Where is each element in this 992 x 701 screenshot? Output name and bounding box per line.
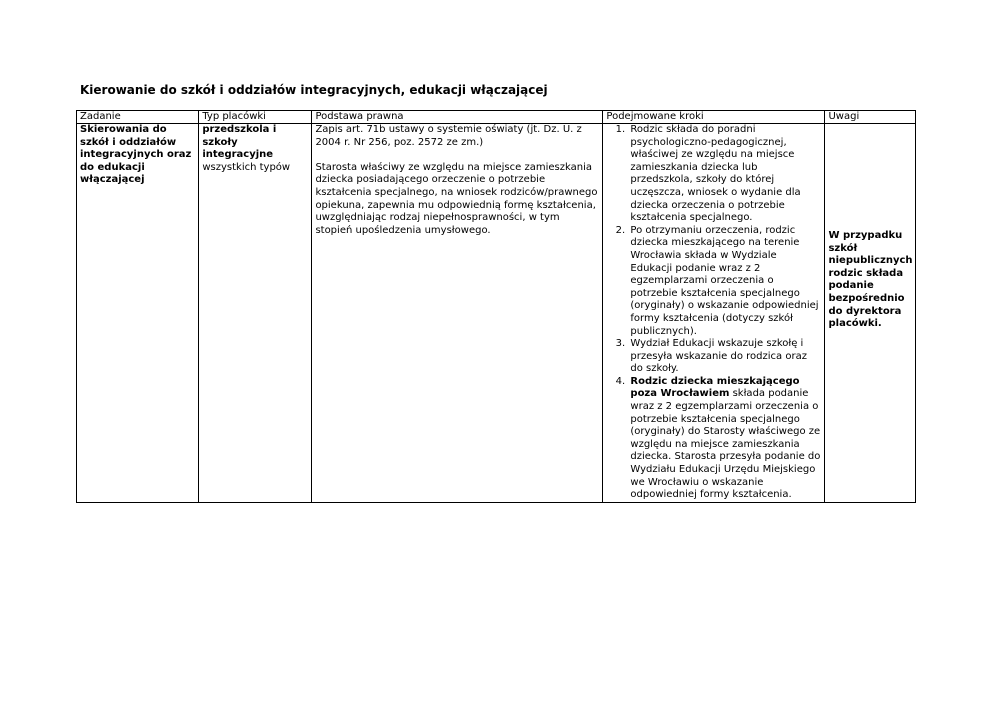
table-header-row <box>77 111 916 124</box>
task-text: Skierowania do szkół i oddziałów integracyjnych oraz do edukacji włączającej <box>80 124 192 186</box>
facility-type-bold: przedszkola i szkoły integracyjne <box>202 124 277 161</box>
facility-type-normal: wszystkich typów <box>202 161 291 173</box>
cell-task <box>77 124 199 503</box>
header-task: Zadanie <box>77 111 199 124</box>
cell-remarks <box>825 124 916 503</box>
step-3: 3. Wydział Edukacji wskazuje szkołę i przesyła wskazanie do rodzica oraz do szkoły. <box>628 338 821 376</box>
procedure-table <box>76 110 916 503</box>
paragraph-spacer <box>315 149 599 162</box>
header-legal-basis: Podstawa prawna <box>312 111 603 124</box>
cell-facility-type <box>199 124 312 503</box>
steps-list <box>606 124 821 502</box>
cell-legal-basis <box>312 124 603 503</box>
legal-basis-article: Zapis art. 71b ustawy o systemie oświaty (jt. Dz. U. z 2004 r. Nr 256, poz. 2572 ze zm.) <box>315 124 582 148</box>
step-4-bold: Rodzic dziecka mieszkającego poza Wrocławiem <box>630 375 800 400</box>
header-steps: Podejmowane kroki <box>603 111 825 124</box>
header-remarks: Uwagi <box>825 111 916 124</box>
step-4-rest: składa podanie wraz z 2 egzemplarzami orzeczenia o potrzebie kształcenia specjalnego (oryginały) do Starosty właściwego ze względu na miejsce zamieszkania dziecka. Starosta przesyła podanie do Wydziału Edukacji Urzędu Miejskiego we Wrocławiu o wskazanie odpowiedniej formy kształcenia. <box>630 388 821 501</box>
legal-basis-description: Starosta właściwy ze względu na miejsce zamieszkania dziecka posiadającego orzeczenie o potrzebie kształcenia specjalnego, na wniosek rodziców/prawnego opiekuna, zapewnia mu odpowiednią formę kształcenia, uwzględniając rodzaj niepełnosprawności, w tym stopień upośledzenia umysłowego. <box>315 161 598 236</box>
document-title: Kierowanie do szkół i oddziałów integracyjnych, edukacji włączającej <box>80 83 548 97</box>
table-row <box>77 124 916 503</box>
step-4 <box>628 376 821 502</box>
header-facility-type: Typ placówki <box>199 111 312 124</box>
step-1: 1. Rodzic składa do poradni psychologiczno-pedagogicznej, właściwej ze względu na miejsce zamieszkania dziecka lub przedszkola, szkoły do której uczęszcza, wniosek o wydanie dla dziecka orzeczenia o potrzebie kształcenia specjalnego. <box>628 124 821 225</box>
step-2: 2. Po otrzymaniu orzeczenia, rodzic dziecka mieszkającego na terenie Wrocławia składa w Wydziale Edukacji podanie wraz z 2 egzemplarzami orzeczenia o potrzebie kształcenia specjalnego (oryginały) o wskazanie odpowiedniej formy kształcenia (dotyczy szkół publicznych). <box>628 225 821 338</box>
remarks-text: W przypadku szkół niepublicznych rodzic składa podanie bezpośrednio do dyrektora placówki. <box>828 230 913 330</box>
cell-steps <box>603 124 825 503</box>
